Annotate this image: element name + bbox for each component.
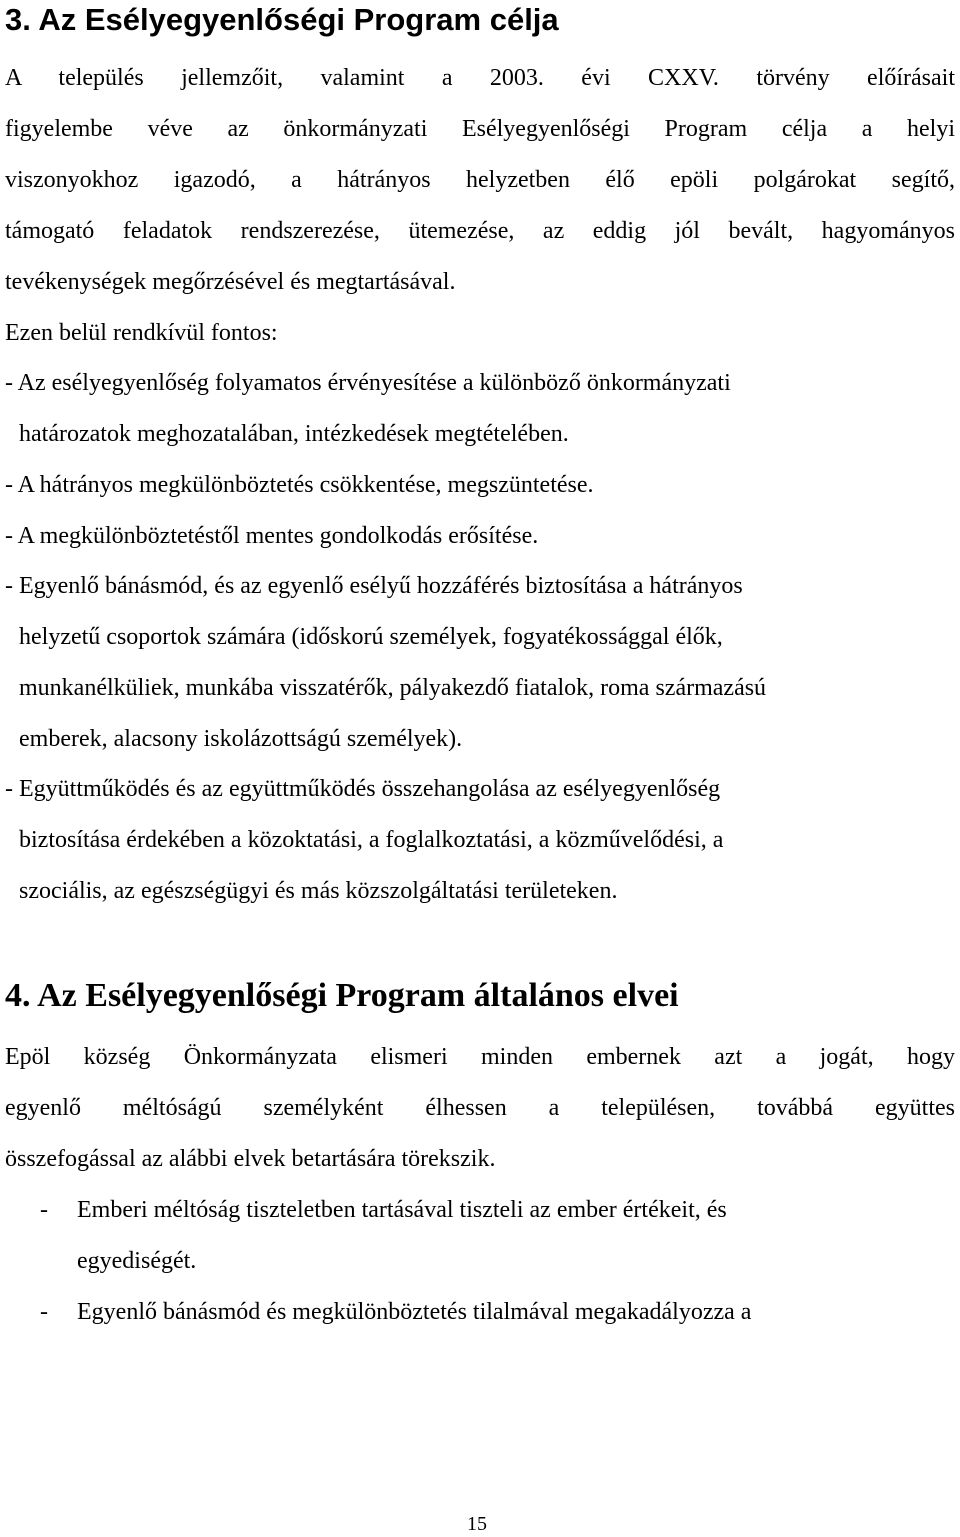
list-item-continuation: munkanélküliek, munkába visszatérők, pályakezdő fiatalok, roma származású [19,675,767,701]
bullet-item: Emberi méltóság tiszteletben tartásával tiszteli az ember értékeit, és [77,1197,727,1223]
section-3-paragraph-line: figyelembe véve az önkormányzati Esélyegyenlőségi Program célja a helyi [5,116,955,142]
section-4-title: 4. Az Esélyegyenlőségi Program általános elvei [5,977,679,1014]
section-3-paragraph-line: tevékenységek megőrzésével és megtartásával. [5,269,456,295]
list-item: - Az esélyegyenlőség folyamatos érvényesítése a különböző önkormányzati [5,370,731,396]
section-4-paragraph-line: összefogással az alábbi elvek betartására törekszik. [5,1146,496,1172]
section-3-paragraph-line: viszonyokhoz igazodó, a hátrányos helyzetben élő epöli polgárokat segítő, [5,167,955,193]
bullet-dash: - [40,1299,48,1325]
section-3-intro: Ezen belül rendkívül fontos: [5,320,278,346]
list-item: - A hátrányos megkülönböztetés csökkentése, megszüntetése. [5,472,594,498]
list-item-continuation: szociális, az egészségügyi és más közszolgáltatási területeken. [19,878,618,904]
list-item-continuation: emberek, alacsony iskolázottságú személyek). [19,726,463,752]
bullet-item-continuation: egyediségét. [77,1248,197,1274]
list-item-continuation: helyzetű csoportok számára (időskorú személyek, fogyatékossággal élők, [19,624,723,650]
bullet-item: Egyenlő bánásmód és megkülönböztetés tilalmával megakadályozza a [77,1299,752,1325]
section-3-title: 3. Az Esélyegyenlőségi Program célja [5,2,559,37]
list-item: - A megkülönböztetéstől mentes gondolkodás erősítése. [5,523,539,549]
list-item-continuation: határozatok meghozatalában, intézkedések megtételében. [19,421,569,447]
section-3-paragraph-line: támogató feladatok rendszerezése, ütemezése, az eddig jól bevált, hagyományos [5,218,955,244]
section-4-paragraph-line: egyenlő méltóságú személyként élhessen a településen, továbbá együttes [5,1095,955,1121]
list-item: - Egyenlő bánásmód, és az egyenlő esélyű hozzáférés biztosítása a hátrányos [5,573,743,599]
section-4-paragraph-line: Epöl község Önkormányzata elismeri minden embernek azt a jogát, hogy [5,1044,955,1070]
section-3-paragraph-line: A település jellemzőit, valamint a 2003. évi CXXV. törvény előírásait [5,65,955,91]
page-number: 15 [467,1513,487,1535]
list-item: - Együttműködés és az együttműködés összehangolása az esélyegyenlőség [5,776,721,802]
list-item-continuation: biztosítása érdekében a közoktatási, a foglalkoztatási, a közművelődési, a [19,827,724,853]
bullet-dash: - [40,1197,48,1223]
